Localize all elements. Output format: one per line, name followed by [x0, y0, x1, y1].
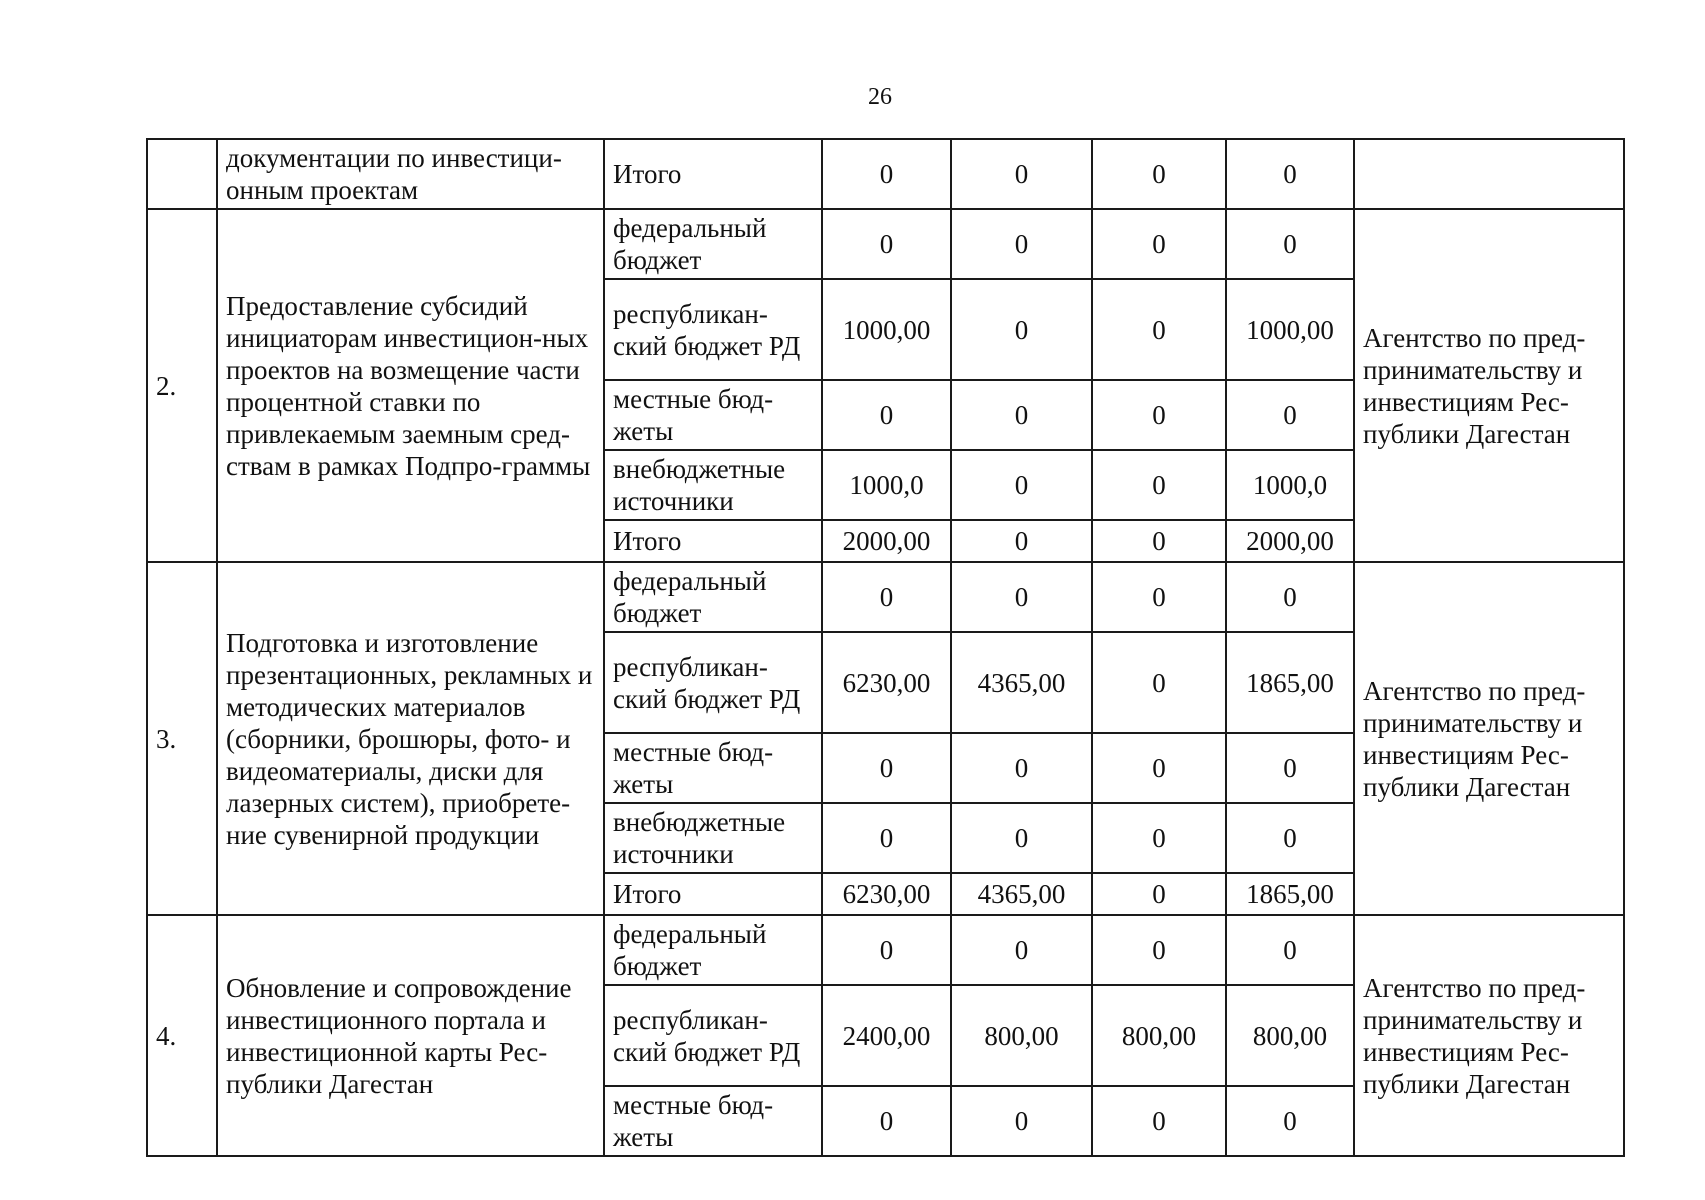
item-description: Предоставление субсидий инициаторам инвестицион-ных проектов на возмещение части процентной ставки по привлекаемым заемным сред-ствам в рамках Подпро-граммы: [217, 209, 604, 562]
item-description: Обновление и сопровождение инвестиционного портала и инвестиционной карты Рес-публики Дагестан: [217, 915, 604, 1156]
agency-cell: [1354, 139, 1624, 209]
value-year-3: 1865,00: [1226, 632, 1354, 733]
value-year-2: 0: [1092, 733, 1226, 803]
value-year-1: 0: [951, 279, 1092, 380]
value-year-3: 0: [1226, 733, 1354, 803]
value-total: 0: [822, 915, 951, 985]
value-year-2: 800,00: [1092, 985, 1226, 1086]
funding-source: Итого: [604, 520, 822, 562]
table-row: [147, 209, 1624, 279]
responsible-agency: Агентство по пред-принимательству и инвестициям Рес-публики Дагестан: [1354, 562, 1624, 915]
value-year-1: 0: [951, 380, 1092, 450]
funding-source: республикан-ский бюджет РД: [604, 632, 822, 733]
value-total: 2400,00: [822, 985, 951, 1086]
item-number: 4.: [147, 915, 217, 1156]
item-description: Подготовка и изготовление презентационных, рекламных и методических материалов (сборники, брошюры, фото- и видеоматериалы, диски для лазерных систем), приобрете-ние сувенирной продукции: [217, 562, 604, 915]
table-row: [147, 139, 1624, 209]
value-year-1: 0: [951, 1086, 1092, 1156]
value-year-1: 4365,00: [951, 873, 1092, 915]
value-year-2: 0: [1092, 279, 1226, 380]
value-total: 0: [822, 209, 951, 279]
funding-source: местные бюд-жеты: [604, 380, 822, 450]
value-year-3: 800,00: [1226, 985, 1354, 1086]
item-number: 3.: [147, 562, 217, 915]
value-year-3: 1000,00: [1226, 279, 1354, 380]
value-year-2: 0: [1092, 380, 1226, 450]
value-year-1: 0: [951, 733, 1092, 803]
value-total: 6230,00: [822, 873, 951, 915]
value-year-2: 0: [1092, 632, 1226, 733]
funding-source: республикан-ский бюджет РД: [604, 985, 822, 1086]
table-row: [147, 562, 1624, 632]
value-year-3: 2000,00: [1226, 520, 1354, 562]
item-description: документации по инвестици-онным проектам: [217, 139, 604, 209]
value-year-1: 0: [951, 915, 1092, 985]
value-total: 1000,0: [822, 450, 951, 520]
value-year-3: 0: [1226, 1086, 1354, 1156]
funding-source: Итого: [604, 139, 822, 209]
funding-table: [146, 138, 1625, 1157]
value-year-2: 0: [1092, 562, 1226, 632]
value-total: 2000,00: [822, 520, 951, 562]
value-year-2: 0: [1092, 915, 1226, 985]
value-year-3: 0: [1226, 380, 1354, 450]
value-year-1: 0: [951, 520, 1092, 562]
funding-source: местные бюд-жеты: [604, 733, 822, 803]
value-year-1: 0: [951, 139, 1092, 209]
value-year-2: 0: [1092, 139, 1226, 209]
value-year-3: 1865,00: [1226, 873, 1354, 915]
funding-source: местные бюд-жеты: [604, 1086, 822, 1156]
value-total: 0: [822, 380, 951, 450]
value-year-3: 1000,0: [1226, 450, 1354, 520]
value-total: 0: [822, 1086, 951, 1156]
funding-source: внебюджетные источники: [604, 803, 822, 873]
funding-source: федеральный бюджет: [604, 209, 822, 279]
value-total: 0: [822, 803, 951, 873]
value-year-2: 0: [1092, 873, 1226, 915]
value-year-1: 0: [951, 803, 1092, 873]
table-row: [147, 915, 1624, 985]
item-number: 2.: [147, 209, 217, 562]
value-year-1: 0: [951, 209, 1092, 279]
value-total: 6230,00: [822, 632, 951, 733]
value-year-2: 0: [1092, 520, 1226, 562]
item-number-cell: [147, 139, 217, 209]
funding-source: Итого: [604, 873, 822, 915]
value-total: 0: [822, 562, 951, 632]
funding-source: федеральный бюджет: [604, 915, 822, 985]
value-year-3: 0: [1226, 562, 1354, 632]
responsible-agency: Агентство по пред-принимательству и инвестициям Рес-публики Дагестан: [1354, 209, 1624, 562]
value-year-2: 0: [1092, 209, 1226, 279]
funding-source: внебюджетные источники: [604, 450, 822, 520]
responsible-agency: Агентство по пред-принимательству и инвестициям Рес-публики Дагестан: [1354, 915, 1624, 1156]
value-year-3: 0: [1226, 915, 1354, 985]
value-total: 0: [822, 139, 951, 209]
value-year-3: 0: [1226, 803, 1354, 873]
value-year-1: 4365,00: [951, 632, 1092, 733]
value-year-3: 0: [1226, 209, 1354, 279]
value-year-3: 0: [1226, 139, 1354, 209]
value-year-1: 800,00: [951, 985, 1092, 1086]
funding-source: республикан-ский бюджет РД: [604, 279, 822, 380]
funding-source: федеральный бюджет: [604, 562, 822, 632]
value-year-2: 0: [1092, 803, 1226, 873]
value-year-1: 0: [951, 450, 1092, 520]
value-total: 1000,00: [822, 279, 951, 380]
value-year-1: 0: [951, 562, 1092, 632]
page-number: 26: [868, 84, 892, 110]
value-total: 0: [822, 733, 951, 803]
value-year-2: 0: [1092, 450, 1226, 520]
value-year-2: 0: [1092, 1086, 1226, 1156]
